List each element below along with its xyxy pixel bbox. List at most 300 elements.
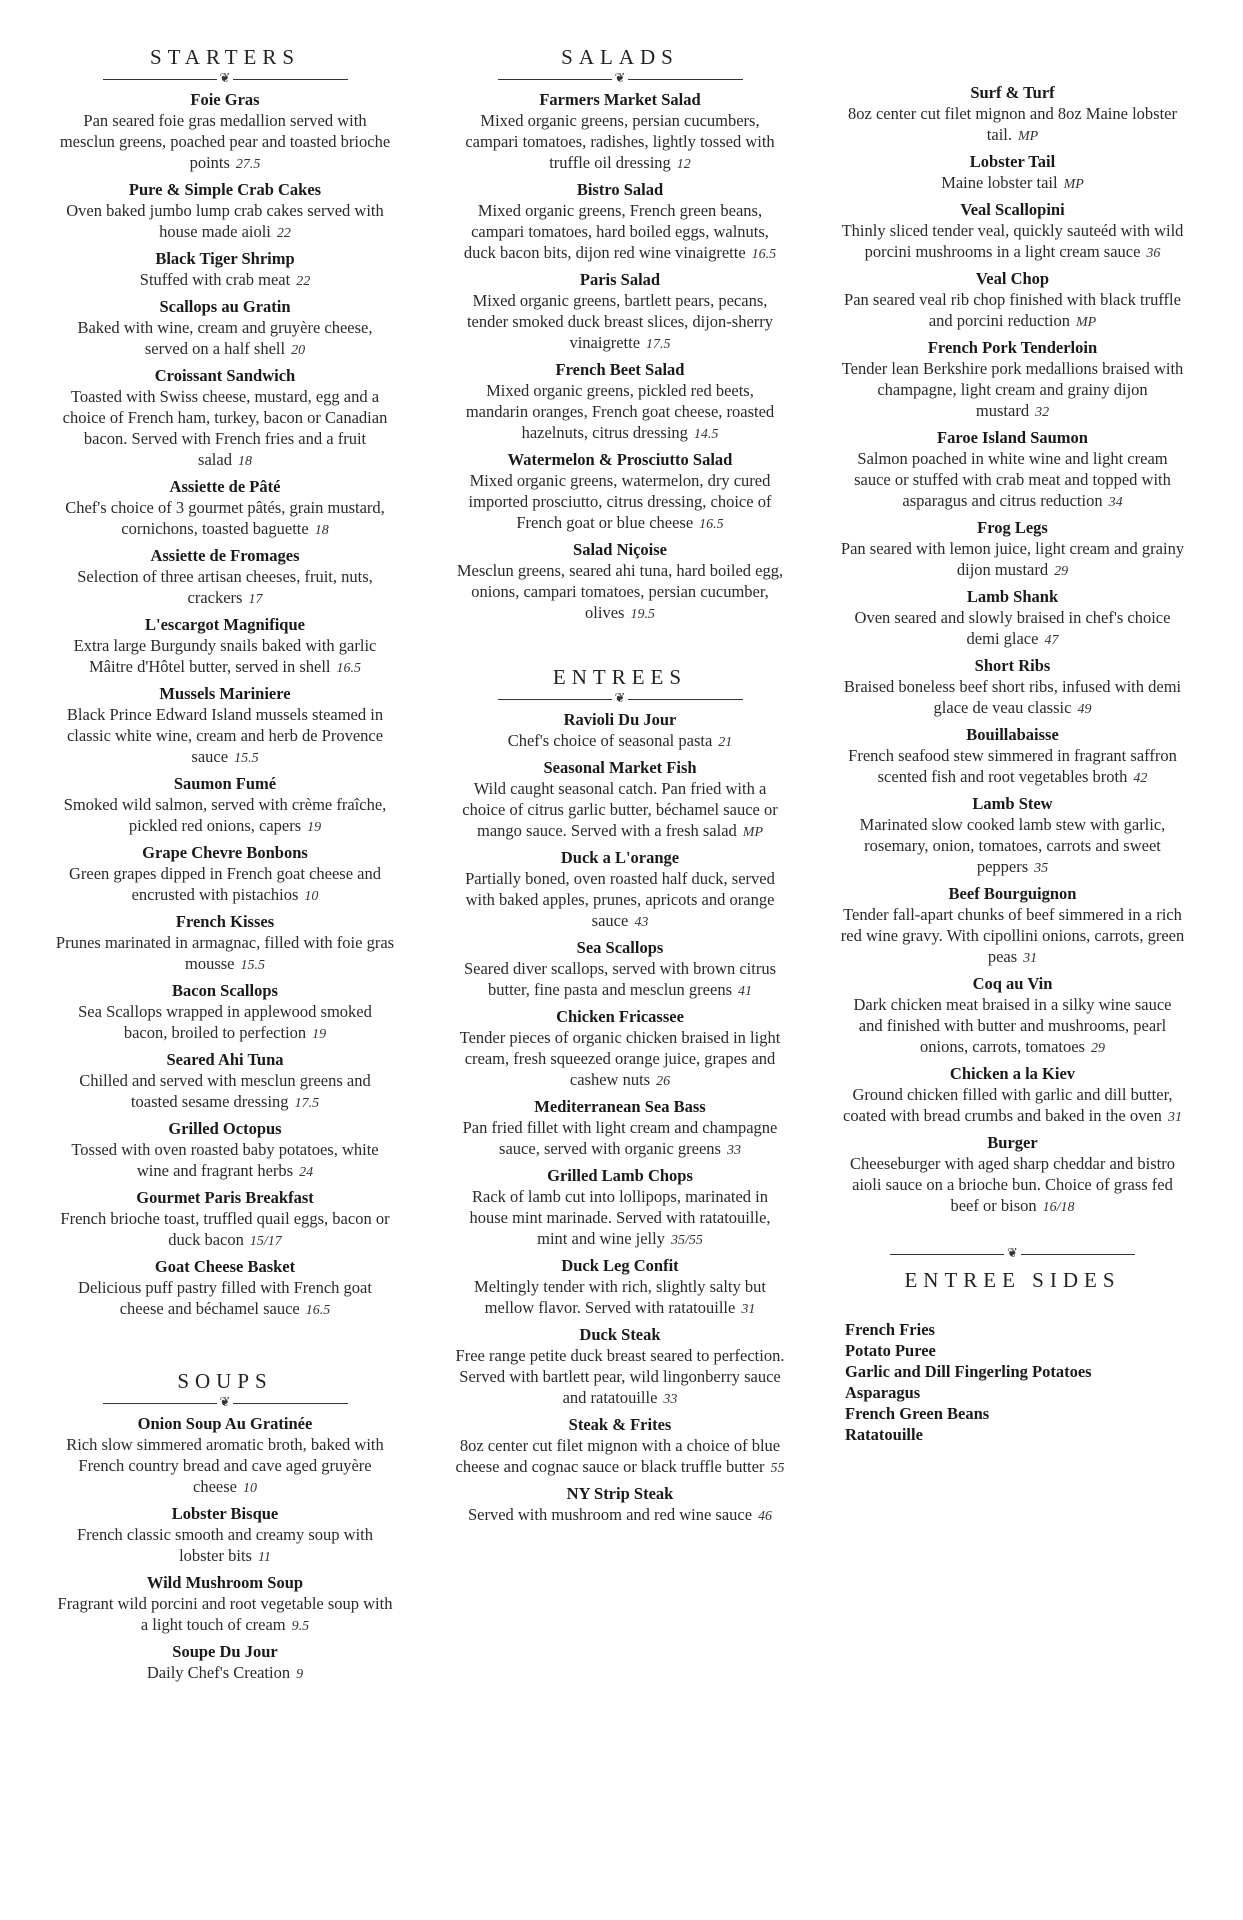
menu-item-price: 22 (276, 226, 291, 241)
section-title: STARTERS (149, 45, 301, 69)
menu-item-price: 11 (257, 1550, 271, 1565)
section-divider (498, 693, 743, 705)
menu-item (840, 199, 1185, 264)
menu-item-description (55, 1593, 395, 1637)
menu-item-description (840, 607, 1185, 651)
menu-item-description (455, 958, 785, 1002)
menu-item-description (455, 868, 785, 933)
menu-item-price: 31 (1167, 1110, 1182, 1125)
menu-item-description-text: Seared diver scallops, served with brown citrus butter, fine pasta and mesclun greens (463, 959, 777, 999)
menu-item-name: Paris Salad (579, 270, 661, 289)
menu-item (455, 1096, 785, 1161)
menu-item-description (455, 1117, 785, 1161)
menu-item-description (55, 932, 395, 976)
side-item: French Fries (845, 1320, 935, 1339)
menu-item-description-text: Stuffed with crab meat (139, 270, 291, 289)
menu-item-price: 55 (770, 1461, 785, 1476)
menu-item-name: Grilled Lamb Chops (547, 1166, 693, 1185)
menu-list (55, 1413, 395, 1685)
menu-item-description-text: Pan fried fillet with light cream and champagne sauce, served with organic greens (462, 1118, 778, 1158)
menu-item-name: French Kisses (175, 912, 275, 931)
menu-item-name: Steak & Frites (568, 1415, 672, 1434)
menu-item (455, 1324, 785, 1410)
menu-item-description (840, 676, 1185, 720)
menu-item (840, 268, 1185, 333)
menu-item-price: 26 (656, 1074, 671, 1089)
menu-item-name: Wild Mushroom Soup (146, 1573, 304, 1592)
menu-item-description (455, 380, 785, 445)
menu-item (455, 269, 785, 355)
menu-item-price: MP (742, 825, 763, 840)
menu-item (455, 709, 785, 753)
menu-item-description-text: Partially boned, oven roasted half duck, served with baked apples, prunes, apricots and orange sauce (465, 869, 775, 930)
menu-item-description (55, 317, 395, 361)
menu-item-price: 9 (296, 1667, 304, 1682)
menu-item-description-text: Tender lean Berkshire pork medallions braised with champagne, light cream and grainy dijon mustard (841, 359, 1184, 420)
menu-item-name: Duck Leg Confit (561, 1256, 679, 1275)
menu-item-description-text: French classic smooth and creamy soup with lobster bits (76, 1525, 374, 1565)
menu-item-description-text: Chef's choice of 3 gourmet pâtés, grain mustard, cornichons, toasted baguette (65, 498, 385, 538)
menu-item-description (840, 220, 1185, 264)
menu-list (55, 89, 395, 1321)
menu-item-description-text: Pan seared with lemon juice, light cream and grainy dijon mustard (840, 539, 1185, 579)
menu-item-description (55, 1139, 395, 1183)
menu-item-description-text: Maine lobster tail (941, 173, 1058, 192)
menu-item-name: Scallops au Gratin (159, 297, 291, 316)
menu-item-description (840, 904, 1185, 969)
menu-item-description-text: Dark chicken meat braised in a silky wine sauce and finished with butter and mushrooms, pearl onions, carrots, tomatoes (853, 995, 1172, 1056)
menu-item (55, 842, 395, 907)
menu-item-description-text: Mixed organic greens, bartlett pears, pecans, tender smoked duck breast slices, dijon-sherry vinaigrette (466, 291, 774, 352)
menu-item (840, 655, 1185, 720)
menu-item-description-text: Daily Chef's Creation (146, 1663, 291, 1682)
menu-item (840, 82, 1185, 147)
fleuron-icon: ❦ (219, 71, 231, 86)
menu-item-description (55, 110, 395, 175)
menu-item-name: Assiette de Fromages (150, 546, 300, 565)
section-title: ENTREES (552, 665, 688, 689)
menu-item (55, 683, 395, 769)
menu-item (55, 476, 395, 541)
menu-item-description-text: Thinly sliced tender veal, quickly sauteéd with wild porcini mushrooms in a light cream sauce (841, 221, 1184, 261)
menu-item (840, 586, 1185, 651)
menu-item-description-text: Oven seared and slowly braised in chef's choice demi glace (854, 608, 1171, 648)
menu-item (840, 151, 1185, 195)
menu-item (55, 1413, 395, 1499)
menu-item-description-text: Free range petite duck breast seared to perfection. Served with bartlett pear, wild lingonberry sauce and ratatouille (455, 1346, 785, 1407)
menu-item (455, 89, 785, 175)
menu-item-price: 33 (726, 1143, 741, 1158)
menu-item-description (840, 289, 1185, 333)
menu-item-price: 49 (1077, 702, 1092, 717)
menu-item-description (55, 794, 395, 838)
menu-item-price: 31 (1023, 951, 1038, 966)
menu-item-description-text: Green grapes dipped in French goat cheese and encrusted with pistachios (68, 864, 381, 904)
menu-item-description (455, 470, 785, 535)
menu-item-description-text: Chilled and served with mesclun greens and toasted sesame dressing (79, 1071, 371, 1111)
menu-item-description-text: Braised boneless beef short ribs, infused with demi glace de veau classic (843, 677, 1182, 717)
menu-item-price: 19.5 (630, 607, 655, 622)
menu-item (840, 883, 1185, 969)
menu-item-price: 19 (312, 1027, 327, 1042)
menu-item-price: 29 (1054, 564, 1069, 579)
menu-item-description (840, 448, 1185, 513)
soups-section (55, 1369, 395, 1685)
menu-item-price: 15.5 (234, 751, 259, 766)
menu-item (55, 248, 395, 292)
menu-item-name: French Beet Salad (555, 360, 685, 379)
menu-item-description (455, 290, 785, 355)
menu-item (840, 973, 1185, 1059)
menu-item-description-text: Oven baked jumbo lump crab cakes served with house made aioli (66, 201, 384, 241)
menu-item-price: 17 (248, 592, 263, 607)
menu-item (455, 359, 785, 445)
menu-item-name: Onion Soup Au Gratinée (137, 1414, 313, 1433)
fleuron-icon: ❦ (1007, 1246, 1018, 1261)
menu-item-description (455, 1186, 785, 1251)
menu-item-name: Assiette de Pâté (169, 477, 281, 496)
menu-item-description (840, 814, 1185, 879)
menu-item (455, 449, 785, 535)
menu-item-description-text: Salmon poached in white wine and light cream sauce or stuffed with crab meat and topped with asparagus and citrus reduction (854, 449, 1171, 510)
menu-item-price: 21 (718, 735, 733, 750)
menu-item-price: 16.5 (699, 517, 724, 532)
menu-item-description (455, 560, 785, 625)
menu-item (55, 1118, 395, 1183)
menu-item-price: 17.5 (646, 337, 671, 352)
menu-item-description-text: Pan seared foie gras medallion served with mesclun greens, poached pear and toasted brioche points (59, 111, 391, 172)
section-divider (103, 73, 348, 85)
menu-item-name: Veal Scallopini (960, 200, 1065, 219)
menu-item-description (55, 386, 395, 472)
menu-item-name: Coq au Vin (972, 974, 1053, 993)
menu-item-price: 18 (237, 454, 252, 469)
menu-item-price: 29 (1090, 1041, 1105, 1056)
menu-item-price: 10 (242, 1481, 257, 1496)
menu-item-description (455, 200, 785, 265)
menu-item-name: Pure & Simple Crab Cakes (128, 180, 322, 199)
menu-item (55, 911, 395, 976)
menu-item-price: 36 (1146, 246, 1161, 261)
menu-item-price: MP (1017, 129, 1039, 144)
menu-item-name: Frog Legs (977, 518, 1048, 537)
menu-item-name: Faroe Island Saumon (937, 428, 1088, 447)
menu-item-description (840, 358, 1185, 423)
menu-item-price: 32 (1035, 405, 1050, 420)
menu-item-description (55, 1208, 395, 1252)
menu-item-description-text: Mixed organic greens, watermelon, dry cured imported prosciutto, citrus dressing, choice of French goat or blue cheese (468, 471, 772, 532)
menu-item-name: Surf & Turf (970, 83, 1055, 102)
menu-item (55, 1503, 395, 1568)
menu-item-price: 42 (1133, 771, 1148, 786)
menu-item-price: 43 (634, 915, 649, 930)
menu-item-price: 9.5 (291, 1619, 310, 1634)
section-title: ENTREE SIDES (904, 1268, 1121, 1292)
menu-item-description-text: French seafood stew simmered in fragrant saffron scented fish and root vegetables broth (848, 746, 1177, 786)
menu-item-description-text: Meltingly tender with rich, slightly salty but mellow flavor. Served with ratatouille (474, 1277, 766, 1317)
menu-item-description (55, 1001, 395, 1045)
menu-item-name: Grilled Octopus (168, 1119, 282, 1138)
menu-item-price: 10 (304, 889, 319, 904)
side-item: Garlic and Dill Fingerling Potatoes (845, 1362, 1092, 1381)
menu-item-description (455, 730, 785, 753)
menu-item-description-text: Fragrant wild porcini and root vegetable soup with a light touch of cream (57, 1594, 393, 1634)
menu-item-price: 14.5 (693, 427, 719, 442)
menu-item-name: Duck Steak (579, 1325, 661, 1344)
menu-list (455, 89, 785, 625)
menu-item-description (55, 635, 395, 679)
menu-item-price: 20 (291, 343, 306, 358)
menu-item (455, 937, 785, 1002)
menu-item-name: Lamb Shank (966, 587, 1059, 606)
menu-item (840, 337, 1185, 423)
menu-item-name: Farmers Market Salad (539, 90, 701, 109)
menu-item-description (55, 566, 395, 610)
menu-item-description (455, 1276, 785, 1320)
menu-item-description-text: Rack of lamb cut into lollipops, marinated in house mint marinade. Served with ratatouille, mint and wine jelly (469, 1187, 771, 1248)
menu-item-description-text: Cheeseburger with aged sharp cheddar and bistro aioli sauce on a brioche bun. Choice of grass fed beef or bison (849, 1154, 1175, 1215)
menu-item-price: MP (1075, 315, 1097, 330)
menu-item-description (840, 745, 1185, 789)
section-title: SOUPS (177, 1369, 273, 1393)
menu-item (455, 847, 785, 933)
fleuron-icon: ❦ (219, 1395, 231, 1410)
menu-item-description (55, 1434, 395, 1499)
menu-item-description-text: Mixed organic greens, French green beans, campari tomatoes, hard boiled eggs, walnuts, duck bacon bits, dijon red wine vinaigrette (463, 201, 769, 262)
menu-item-description-text: French brioche toast, truffled quail eggs, bacon or duck bacon (60, 1209, 390, 1249)
menu-item-description (455, 1504, 785, 1527)
menu-item-price: 34 (1108, 495, 1123, 510)
menu-item-price: 24 (299, 1165, 314, 1180)
menu-item-description-text: Baked with wine, cream and gruyère cheese, served on a half shell (77, 318, 373, 358)
menu-item (55, 1256, 395, 1321)
menu-item-price: 16.5 (751, 247, 777, 262)
menu-item-description-text: Selection of three artisan cheeses, fruit, nuts, crackers (77, 567, 373, 607)
menu-item-name: Lobster Bisque (171, 1504, 279, 1523)
menu-item-price: MP (1063, 177, 1084, 192)
sides-list (840, 1319, 1185, 1445)
menu-item-name: Black Tiger Shrimp (155, 249, 295, 268)
menu-item-description (55, 704, 395, 769)
menu-item-description-text: Ground chicken filled with garlic and dill butter, coated with bread crumbs and baked in the oven (843, 1085, 1173, 1125)
menu-item-name: Croissant Sandwich (154, 366, 296, 385)
menu-item-name: Goat Cheese Basket (154, 1257, 296, 1276)
menu-item-description (55, 863, 395, 907)
menu-item-description-text: Chef's choice of seasonal pasta (507, 731, 713, 750)
menu-item (55, 773, 395, 838)
menu-item-name: Lamb Stew (972, 794, 1053, 813)
menu-item-description (840, 538, 1185, 582)
menu-item (55, 179, 395, 244)
menu-item-description-text: Marinated slow cooked lamb stew with garlic, rosemary, onion, tomatoes, carrots and sweet peppers (859, 815, 1166, 876)
menu-item-price: 15/17 (249, 1234, 282, 1249)
menu-item-description-text: Toasted with Swiss cheese, mustard, egg and a choice of French ham, turkey, bacon or Canadian bacon. Served with French fries and a fruit salad (62, 387, 388, 469)
menu-item (840, 427, 1185, 513)
menu-item-price: 35 (1034, 861, 1049, 876)
section-title: SALADS (561, 45, 679, 69)
menu-item-name: Bacon Scallops (172, 981, 278, 1000)
menu-item (455, 1165, 785, 1251)
menu-item (55, 1572, 395, 1637)
menu-item-name: L'escargot Magnifique (145, 615, 305, 634)
menu-item-description (455, 1345, 785, 1410)
menu-item-description-text: Mesclun greens, seared ahi tuna, hard boiled egg, onions, campari tomatoes, persian cucumber, olives (456, 561, 784, 622)
menu-item-description (55, 269, 395, 292)
menu-item-description (455, 1435, 785, 1479)
menu-item (55, 1641, 395, 1685)
menu-item (840, 1063, 1185, 1128)
menu-item-description-text: Served with mushroom and red wine sauce (467, 1505, 753, 1524)
fleuron-icon: ❦ (614, 691, 626, 706)
side-item: French Green Beans (845, 1404, 990, 1423)
menu-item-description (840, 1153, 1185, 1218)
menu-item-name: Short Ribs (974, 656, 1051, 675)
section-divider (103, 1397, 348, 1409)
menu-item-name: Saumon Fumé (173, 774, 277, 793)
menu-item-description-text: Mixed organic greens, pickled red beets, mandarin oranges, French goat cheese, roasted hazelnuts, citrus dressing (465, 381, 775, 442)
menu-item-price: 16.5 (305, 1303, 331, 1318)
menu-item-name: Mediterranean Sea Bass (534, 1097, 706, 1116)
menu-item-price: 33 (663, 1392, 678, 1407)
side-item: Potato Puree (845, 1341, 936, 1360)
menu-item-price: 46 (758, 1509, 773, 1524)
menu-item-name: Bistro Salad (576, 180, 664, 199)
menu-item-description-text: Tossed with oven roasted baby potatoes, white wine and fragrant herbs (71, 1140, 379, 1180)
menu-item-name: Grape Chevre Bonbons (142, 843, 308, 862)
menu-item-name: Salad Niçoise (573, 540, 667, 559)
menu-item-description (55, 200, 395, 244)
menu-item-price: 47 (1044, 633, 1059, 648)
menu-item (55, 1049, 395, 1114)
menu-item-name: Seared Ahi Tuna (166, 1050, 284, 1069)
menu-item-name: Watermelon & Prosciutto Salad (507, 450, 733, 469)
salads-section (455, 45, 785, 625)
menu-item-description (55, 1662, 395, 1685)
menu-item-price: 15.5 (240, 958, 265, 973)
menu-item-description-text: 8oz center cut filet mignon and 8oz Maine lobster tail. (848, 104, 1177, 144)
menu-item-name: Bouillabaisse (966, 725, 1059, 744)
menu-item (55, 365, 395, 472)
menu-item-description-text: Extra large Burgundy snails baked with garlic Mâitre d'Hôtel butter, served in shell (73, 636, 377, 676)
menu-item-price: 41 (738, 984, 752, 999)
side-item: Ratatouille (845, 1425, 923, 1444)
column-left (55, 0, 395, 1685)
menu-list (455, 709, 785, 1527)
menu-item-description (455, 110, 785, 175)
menu-item-description (455, 1027, 785, 1092)
menu-item-description (840, 994, 1185, 1059)
menu-item-name: Duck a L'orange (560, 848, 680, 867)
menu-item (840, 724, 1185, 789)
menu-item-description (840, 1084, 1185, 1128)
menu-item-name: Foie Gras (190, 90, 260, 109)
menu-item-name: French Pork Tenderloin (927, 338, 1098, 357)
menu-item-description (55, 1070, 395, 1114)
menu-item (455, 1483, 785, 1527)
menu-item (55, 1187, 395, 1252)
menu-item (55, 545, 395, 610)
menu-item-price: 19 (307, 820, 322, 835)
menu-item-description-text: Pan seared veal rib chop finished with black truffle and porcini reduction (844, 290, 1181, 330)
menu-item (840, 793, 1185, 879)
menu-item (455, 757, 785, 843)
menu-item-name: Chicken a la Kiev (949, 1064, 1076, 1083)
menu-item-description-text: Prunes marinated in armagnac, filled with foie gras mousse (55, 933, 395, 973)
menu-item-description (840, 103, 1185, 147)
menu-list (840, 82, 1185, 1218)
menu-item-name: Mussels Mariniere (159, 684, 291, 703)
menu-item-price: 35/55 (670, 1233, 703, 1248)
menu-item-description (55, 1277, 395, 1321)
menu-item-description-text: Smoked wild salmon, served with crème fraîche, pickled red onions, capers (63, 795, 387, 835)
menu-item-name: Lobster Tail (969, 152, 1056, 171)
menu-item-description-text: Tender fall-apart chunks of beef simmered in a rich red wine gravy. With cipollini onions, carrots, green peas (840, 905, 1185, 966)
column-right (840, 0, 1185, 1445)
menu-item-price: 16.5 (336, 661, 361, 676)
menu-item-name: Sea Scallops (576, 938, 664, 957)
entrees-continued-section (840, 82, 1185, 1218)
menu-item-name: Ravioli Du Jour (563, 710, 677, 729)
menu-item-price: 18 (314, 523, 329, 538)
menu-item (455, 179, 785, 265)
menu-item-name: NY Strip Steak (566, 1484, 674, 1503)
menu-item (455, 539, 785, 625)
menu-item-price: 31 (741, 1302, 756, 1317)
menu-item-name: Seasonal Market Fish (543, 758, 697, 777)
menu-item-name: Chicken Fricassee (556, 1007, 684, 1026)
menu-item-price: 16/18 (1042, 1200, 1075, 1215)
menu-item (840, 1132, 1185, 1218)
menu-item (55, 89, 395, 175)
menu-item (55, 980, 395, 1045)
menu-item-description (455, 778, 785, 843)
menu-item (55, 614, 395, 679)
entrees-section (455, 665, 785, 1527)
menu-item-name: Burger (987, 1133, 1038, 1152)
menu-item-name: Beef Bourguignon (948, 884, 1077, 903)
menu-item-price: 17.5 (294, 1096, 320, 1111)
menu-item-description-text: Rich slow simmered aromatic broth, baked with French country bread and cave aged gruyère cheese (66, 1435, 384, 1496)
menu-item-description-text: Mixed organic greens, persian cucumbers, campari tomatoes, radishes, lightly tossed with truffle oil dressing (465, 111, 775, 172)
menu-item (455, 1255, 785, 1320)
section-divider (890, 1248, 1135, 1260)
menu-item-description-text: Sea Scallops wrapped in applewood smoked bacon, broiled to perfection (78, 1002, 372, 1042)
menu-item-price: 12 (676, 157, 691, 172)
starters-section (55, 45, 395, 1321)
entree-sides-section (840, 1248, 1185, 1445)
menu-item-description-text: Black Prince Edward Island mussels steamed in classic white wine, cream and herb de Provence sauce (66, 705, 384, 766)
menu-item-name: Gourmet Paris Breakfast (136, 1188, 314, 1207)
menu-item-description-text: Delicious puff pastry filled with French goat cheese and béchamel sauce (78, 1278, 372, 1318)
menu-item-description-text: Tender pieces of organic chicken braised in light cream, fresh squeezed orange juice, grapes and cashew nuts (459, 1028, 781, 1089)
menu-item-description (55, 1524, 395, 1568)
menu-item (55, 296, 395, 361)
section-divider (498, 73, 743, 85)
column-middle (455, 0, 785, 1527)
menu-item-name: Soupe Du Jour (172, 1642, 278, 1661)
side-item: Asparagus (845, 1383, 921, 1402)
fleuron-icon: ❦ (614, 71, 626, 86)
menu-item (455, 1006, 785, 1092)
menu-item-name: Veal Chop (975, 269, 1050, 288)
menu-item-description-text: Wild caught seasonal catch. Pan fried with a choice of citrus garlic butter, béchamel sauce or mango sauce. Served with a fresh salad (462, 779, 778, 840)
menu-item-price: 22 (296, 274, 311, 289)
menu-item-description (55, 497, 395, 541)
menu-item-price: 27.5 (235, 157, 261, 172)
menu-item-description (840, 172, 1185, 195)
menu-item (840, 517, 1185, 582)
menu-item-description-text: 8oz center cut filet mignon with a choice of blue cheese and cognac sauce or black truffle butter (455, 1436, 781, 1476)
